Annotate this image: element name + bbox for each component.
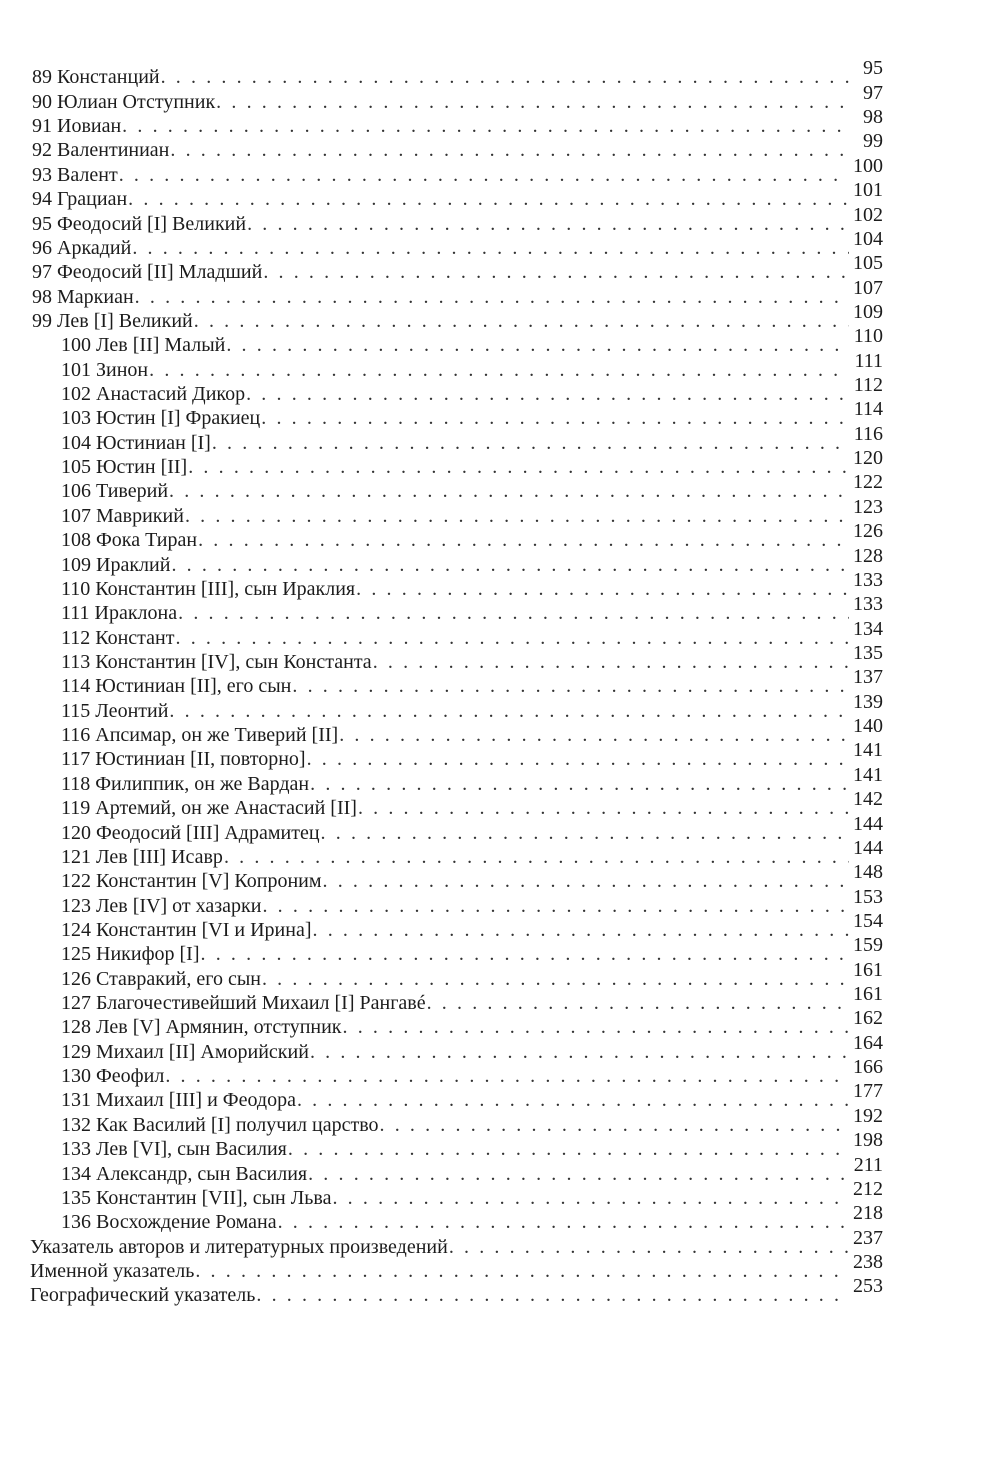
toc-row xyxy=(0,568,1000,600)
leader-dots xyxy=(171,554,849,576)
leader-dots xyxy=(212,432,849,454)
toc-row xyxy=(0,958,1000,990)
toc-entry-title: 100 Лев [II] Малый xyxy=(61,334,226,357)
toc-page-number: 99 xyxy=(863,130,883,153)
toc-row xyxy=(0,1177,1000,1209)
toc-page-number: 238 xyxy=(853,1250,883,1273)
toc-entry-title: 134 Александр, сын Василия xyxy=(61,1162,308,1185)
toc-page-number: 112 xyxy=(853,374,883,397)
toc-index-row xyxy=(0,1275,1000,1307)
toc-page-number: 120 xyxy=(853,447,883,470)
toc-page-number: 135 xyxy=(853,641,883,664)
toc-row xyxy=(0,983,1000,1015)
toc-page-number: 159 xyxy=(853,934,883,957)
toc-page-number: 114 xyxy=(853,398,883,421)
leader-dots xyxy=(132,237,849,259)
toc-page-number: 218 xyxy=(853,1202,883,1225)
toc-entry-title: 116 Апсимар, он же Тиверий [II] xyxy=(61,724,339,747)
toc-page-number: 164 xyxy=(853,1031,883,1054)
toc-entry-title: 99 Лев [I] Великий xyxy=(32,309,193,332)
toc-page-number: 198 xyxy=(853,1129,883,1152)
toc-page-number: 166 xyxy=(853,1056,883,1079)
toc-row xyxy=(0,1104,1000,1136)
toc-entry-title: 111 Ираклона xyxy=(61,602,178,625)
toc-page-number: 116 xyxy=(853,422,883,445)
leader-dots xyxy=(288,1138,849,1160)
toc-index-row xyxy=(0,1250,1000,1282)
leader-dots xyxy=(321,822,849,844)
toc-row xyxy=(0,203,1000,235)
toc-row xyxy=(0,179,1000,211)
toc-entry-title: 101 Зинон xyxy=(61,358,149,381)
toc-entry-title: 108 Фока Тиран xyxy=(61,529,198,552)
toc-page-number: 140 xyxy=(853,715,883,738)
leader-dots xyxy=(307,748,849,770)
toc-page-number: 133 xyxy=(853,568,883,591)
toc-page-number: 133 xyxy=(853,593,883,616)
toc-entry-title: 93 Валент xyxy=(32,163,118,186)
toc-row xyxy=(0,544,1000,576)
toc-entry-title: 132 Как Василий [I] получил царство xyxy=(61,1113,379,1136)
toc-row xyxy=(0,1056,1000,1088)
leader-dots xyxy=(185,505,849,527)
toc-entry-title: 107 Маврикий xyxy=(61,504,184,527)
toc-page-number: 128 xyxy=(853,544,883,567)
index-title: Географический указатель xyxy=(30,1284,256,1307)
leader-dots xyxy=(343,1016,849,1038)
toc-row xyxy=(0,788,1000,820)
leader-dots xyxy=(165,1065,849,1087)
toc-entry-title: 133 Лев [VI], сын Василия xyxy=(61,1138,287,1161)
index-title: Указатель авторов и литературных произведений xyxy=(30,1235,448,1258)
toc-row xyxy=(0,447,1000,479)
toc-entry-title: 120 Феодосий [III] Адрамитец xyxy=(61,821,320,844)
toc-entry-title: 119 Артемий, он же Анастасий [II] xyxy=(61,797,357,820)
toc-page-number: 122 xyxy=(853,471,883,494)
toc-entry-title: 96 Аркадий xyxy=(32,236,132,259)
toc-page-number: 102 xyxy=(853,203,883,226)
toc-row xyxy=(0,1007,1000,1039)
leader-dots xyxy=(263,261,849,283)
toc-row xyxy=(0,934,1000,966)
toc-page-number: 154 xyxy=(853,909,883,932)
toc-entry-title: 130 Феофил xyxy=(61,1065,165,1088)
toc-page-number: 98 xyxy=(863,106,883,129)
toc-page-number: 153 xyxy=(853,885,883,908)
toc-row xyxy=(0,1031,1000,1063)
toc-page-number: 104 xyxy=(853,227,883,250)
toc-entry-title: 114 Юстиниан [II], его сын xyxy=(61,675,292,698)
toc-row xyxy=(0,641,1000,673)
toc-entry-title: 118 Филиппик, он же Вардан xyxy=(61,772,310,795)
toc-entry-title: 123 Лев [IV] от хазарки xyxy=(61,894,262,917)
toc-entry-title: 126 Ставракий, его сын xyxy=(61,967,261,990)
leader-dots xyxy=(310,773,849,795)
toc-row xyxy=(0,909,1000,941)
toc-page-number: 144 xyxy=(853,836,883,859)
toc-entry-title: 92 Валентиниан xyxy=(32,139,170,162)
toc-page-number: 100 xyxy=(853,154,883,177)
toc-entry-title: 131 Михаил [III] и Феодора xyxy=(61,1089,296,1112)
toc-entry-title: 91 Иовиан xyxy=(32,115,122,138)
toc-entry-title: 102 Анастасий Дикор xyxy=(61,383,246,406)
toc-page-number: 161 xyxy=(853,983,883,1006)
toc-page-number: 134 xyxy=(853,617,883,640)
leader-dots xyxy=(169,700,849,722)
toc-entry-title: 136 Восхождение Романа xyxy=(61,1211,277,1234)
toc-page-number: 123 xyxy=(853,495,883,518)
toc-page-number: 142 xyxy=(853,788,883,811)
toc-entry-title: 113 Константин [IV], сын Константа xyxy=(61,650,372,673)
leader-dots xyxy=(226,334,849,356)
toc-page-number: 139 xyxy=(853,690,883,713)
toc-row xyxy=(0,154,1000,186)
leader-dots xyxy=(373,651,849,673)
leader-dots xyxy=(195,1260,849,1282)
leader-dots xyxy=(261,407,849,429)
leader-dots xyxy=(297,1089,849,1111)
toc-row xyxy=(0,739,1000,771)
leader-dots xyxy=(170,139,849,161)
leader-dots xyxy=(169,480,849,502)
toc-row xyxy=(0,1202,1000,1234)
toc-page-number: 148 xyxy=(853,861,883,884)
toc-index-row xyxy=(0,1226,1000,1258)
toc-row xyxy=(0,471,1000,503)
toc-page-number: 253 xyxy=(853,1275,883,1298)
toc-row xyxy=(0,812,1000,844)
leader-dots xyxy=(292,675,849,697)
toc-row xyxy=(0,666,1000,698)
toc-entry-title: 104 Юстиниан [I] xyxy=(61,431,211,454)
table-of-contents xyxy=(0,57,1000,1307)
toc-page-number: 211 xyxy=(853,1153,883,1176)
toc-row xyxy=(0,836,1000,868)
toc-page-number: 162 xyxy=(853,1007,883,1030)
toc-row xyxy=(0,495,1000,527)
toc-row xyxy=(0,130,1000,162)
toc-page-number: 212 xyxy=(853,1177,883,1200)
leader-dots xyxy=(135,286,849,308)
toc-entry-title: 94 Грациан xyxy=(32,188,128,211)
toc-entry-title: 122 Константин [V] Копроним xyxy=(61,870,322,893)
leader-dots xyxy=(356,578,849,600)
toc-entry-title: 106 Тиверий xyxy=(61,480,169,503)
toc-entry-title: 103 Юстин [I] Фракиец xyxy=(61,407,261,430)
leader-dots xyxy=(358,797,849,819)
toc-entry-title: 117 Юстиниан [II, повторно] xyxy=(61,748,306,771)
toc-entry-title: 89 Констанций xyxy=(32,66,160,89)
toc-entry-title: 125 Никифор [I] xyxy=(61,943,200,966)
leader-dots xyxy=(339,724,849,746)
toc-page-number: 110 xyxy=(853,325,883,348)
leader-dots xyxy=(194,310,849,332)
leader-dots xyxy=(308,1163,849,1185)
leader-dots xyxy=(278,1211,849,1233)
toc-row xyxy=(0,398,1000,430)
toc-entry-title: 110 Константин [III], сын Ираклия xyxy=(61,577,356,600)
leader-dots xyxy=(224,846,849,868)
toc-entry-title: 124 Константин [VI и Ирина] xyxy=(61,918,312,941)
toc-page-number: 161 xyxy=(853,958,883,981)
leader-dots xyxy=(247,213,849,235)
toc-entry-title: 109 Ираклий xyxy=(61,553,171,576)
toc-row xyxy=(0,520,1000,552)
leader-dots xyxy=(198,529,849,551)
leader-dots xyxy=(323,870,849,892)
leader-dots xyxy=(380,1114,850,1136)
toc-row xyxy=(0,106,1000,138)
toc-row xyxy=(0,593,1000,625)
toc-page-number: 141 xyxy=(853,763,883,786)
toc-entry-title: 97 Феодосий [II] Младший xyxy=(32,261,263,284)
toc-entry-title: 98 Маркиан xyxy=(32,285,134,308)
toc-row xyxy=(0,227,1000,259)
toc-page-number: 111 xyxy=(854,349,883,372)
toc-page-number: 105 xyxy=(853,252,883,275)
toc-page-number: 97 xyxy=(863,81,883,104)
toc-row xyxy=(0,1153,1000,1185)
toc-row xyxy=(0,300,1000,332)
leader-dots xyxy=(176,627,850,649)
toc-row xyxy=(0,374,1000,406)
leader-dots xyxy=(119,164,849,186)
toc-page-number: 144 xyxy=(853,812,883,835)
toc-row xyxy=(0,885,1000,917)
leader-dots xyxy=(201,943,849,965)
toc-row xyxy=(0,861,1000,893)
toc-page-number: 126 xyxy=(853,520,883,543)
leader-dots xyxy=(216,91,849,113)
toc-page-number: 95 xyxy=(863,57,883,80)
toc-row xyxy=(0,422,1000,454)
leader-dots xyxy=(262,968,849,990)
toc-entry-title: 129 Михаил [II] Аморийский xyxy=(61,1040,309,1063)
toc-row xyxy=(0,325,1000,357)
toc-entry-title: 121 Лев [III] Исавр xyxy=(61,845,223,868)
leader-dots xyxy=(122,115,849,137)
toc-page-number: 192 xyxy=(853,1104,883,1127)
toc-row xyxy=(0,690,1000,722)
toc-row xyxy=(0,1080,1000,1112)
index-title: Именной указатель xyxy=(30,1259,195,1282)
toc-entry-title: 105 Юстин [II] xyxy=(61,456,188,479)
toc-row xyxy=(0,763,1000,795)
leader-dots xyxy=(310,1041,849,1063)
leader-dots xyxy=(427,992,849,1014)
toc-row xyxy=(0,715,1000,747)
toc-row xyxy=(0,57,1000,89)
toc-entry-title: 135 Константин [VII], сын Льва xyxy=(61,1186,332,1209)
toc-entry-title: 95 Феодосий [I] Великий xyxy=(32,212,247,235)
leader-dots xyxy=(332,1187,849,1209)
leader-dots xyxy=(449,1236,849,1258)
leader-dots xyxy=(188,456,849,478)
toc-page-number: 177 xyxy=(853,1080,883,1103)
leader-dots xyxy=(149,359,849,381)
toc-entry-title: 115 Леонтий xyxy=(61,699,169,722)
toc-page-number: 109 xyxy=(853,300,883,323)
toc-page-number: 101 xyxy=(853,179,883,202)
leader-dots xyxy=(178,602,849,624)
toc-entry-title: 127 Благочестивейший Михаил [I] Рангавé xyxy=(61,992,426,1015)
toc-page-number: 141 xyxy=(853,739,883,762)
leader-dots xyxy=(262,895,849,917)
toc-entry-title: 90 Юлиан Отступник xyxy=(32,90,216,113)
toc-row xyxy=(0,81,1000,113)
toc-page-number: 107 xyxy=(853,276,883,299)
toc-row xyxy=(0,349,1000,381)
toc-page-number: 137 xyxy=(853,666,883,689)
toc-entry-title: 112 Констант xyxy=(61,626,175,649)
leader-dots xyxy=(161,66,849,88)
leader-dots xyxy=(256,1284,849,1306)
leader-dots xyxy=(313,919,850,941)
toc-row xyxy=(0,617,1000,649)
toc-page-number: 237 xyxy=(853,1226,883,1249)
leader-dots xyxy=(246,383,849,405)
toc-row xyxy=(0,1129,1000,1161)
toc-entry-title: 128 Лев [V] Армянин, отступник xyxy=(61,1016,342,1039)
toc-row xyxy=(0,276,1000,308)
leader-dots xyxy=(128,188,849,210)
toc-row xyxy=(0,252,1000,284)
